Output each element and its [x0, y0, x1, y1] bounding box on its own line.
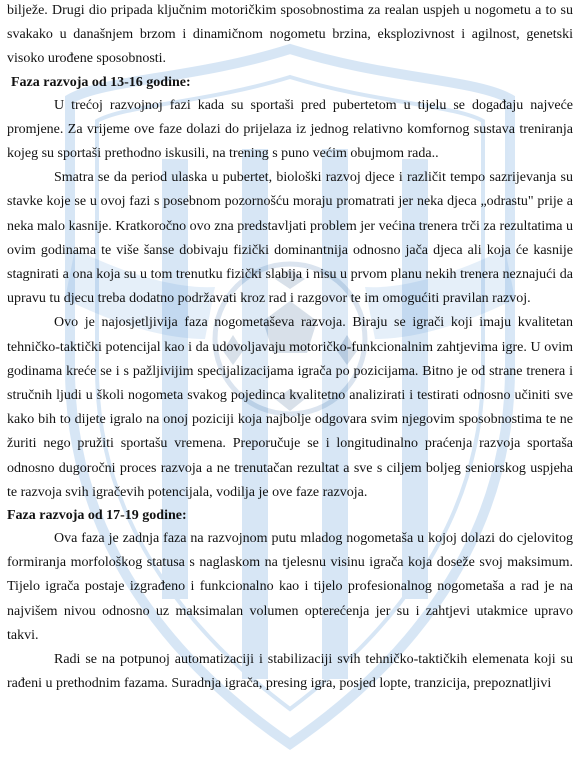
paragraph: Smatra se da period ulaska u pubertet, biološki razvoj djece i različit tempo sazrijevanja su stavke koje se u ovoj fazi s posebnom pozornošću moraju promatrati jer neka djeca „odrastu" prije a neka malo kasnije. Kratkoročno ovo zna predstavljati problem jer većina trenera trči za rezultatima u ovim godinama te više šanse dobivaju fizički dominantnija odnosno jača djeca ali koja će kasnije stagnirati a ona koja su u tom trenutku fizički slabija i nisu u prvom planu nekih trenera neznajući da upravu tu djecu treba dodatno podržavati kroz rad i razgovor te im omogućiti pravilan razvoj. — [7, 170, 573, 307]
paragraph: Radi se na potpunoj automatizaciji i stabilizaciji svih tehničko-taktičkih elemenata koji su rađeni u prethodnim fazama. Suradnja igrača, presing igra, posjed lopte, tranzicija, prepoznatljivi — [7, 652, 573, 692]
paragraph-intro-continuation: bilježe. Drugi dio pripada ključnim motoričkim sposobnostima za realan uspjeh u nogometu a to su svakako u današnjem brzom i dinamičnom nogometu brzina, eksplozivnost i agilnost, genetski visoko urođene sposobnosti. — [7, 3, 573, 67]
paragraph: Ovo je najosjetljivija faza nogometaševa razvoja. Biraju se igrači koji imaju kvalitetan tehničko-taktički potencijal kao i da udovoljavaju motoričko-funkcionalnim zahtjevima igre. U ovim godinama kreće se i s pažljivijim specijalizacijama igrača po pozicijama. Bitno je od strane trenera i stručnih ljudi u školi nogometa svakog pojedinca kvalitetno analizirati i testirati odnosno učiniti sve kako bih to dijete igralo na onoj poziciji koja najbolje odgovara svim njegovim sposobnostima te ne žuriti nego pružiti sportašu vremena. Preporučuje se i longitudinalno praćenja razvoja sportaša odnosno dugoročni proces razvoja a ne trenutačan rezultat a sve s ciljem boljeg seniorskog uspjeha te razvoja svih igračevih potencijala, vodilja je ove faze razvoja. — [7, 315, 573, 500]
paragraph: Ova faza je zadnja faza na razvojnom putu mladog nogometaša u kojoj dolazi do cjelovitog formiranja morfološkog statusa s naglaskom na tjelesnu visinu igrača koja doseže svoj maksimum. Tijelo igrača postaje izgrađeno i funkcionalno kao i tijelo profesionalnog nogometaša a rad je na najvišem nivou odnosno uz maksimalan volumen opterećenja jer su i zahtjevi utakmice upravo takvi. — [7, 531, 573, 643]
paragraph: U trećoj razvojnoj fazi kada su sportaši pred pubertetom u tijelu se događaju najveće promjene. Za vrijeme ove faze dolazi do prijelaza iz jednog relativno komfornog sustava treniranja kojeg su sportaši prethodno iskusili, na trening s puno većim obujmom rada.. — [7, 97, 573, 162]
section-heading-13-16: Faza razvoja od 13-16 godine: — [11, 74, 191, 90]
section-heading-17-19: Faza razvoja od 17-19 godine: — [7, 508, 187, 524]
